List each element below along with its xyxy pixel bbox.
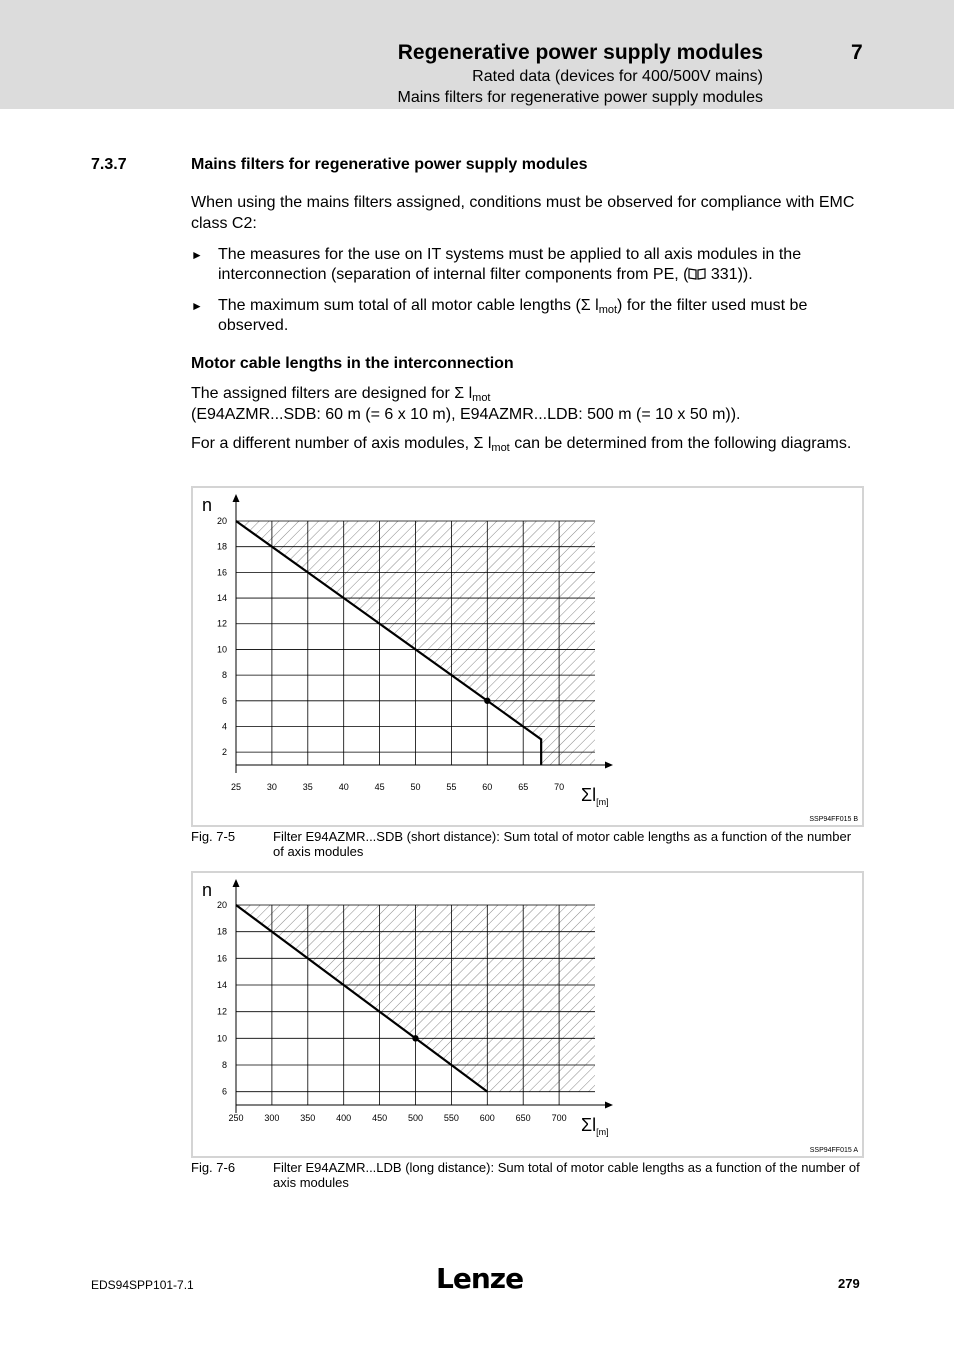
x-tick-label: 30 <box>266 782 277 792</box>
x-tick-label: 300 <box>264 1113 280 1123</box>
marker-point <box>412 1035 418 1041</box>
section-number: 7.3.7 <box>91 156 127 173</box>
x-tick-label: 350 <box>300 1113 316 1123</box>
figure-code: SSP94FF015 A <box>809 1147 858 1154</box>
header-title: Regenerative power supply modules <box>397 41 763 64</box>
section-title: Mains filters for regenerative power supply modules <box>191 156 588 173</box>
x-tick-label: 700 <box>551 1113 567 1123</box>
x-tick-label: 450 <box>372 1113 388 1123</box>
chart-ldb-svg <box>193 873 862 1156</box>
y-tick-label: 6 <box>221 695 227 706</box>
header-subtitle-2: Mains filters for regenerative power supply modules <box>397 89 763 106</box>
axis-subscript: mot <box>491 442 510 454</box>
x-tick-label: 35 <box>302 782 313 792</box>
figure-2-caption: Filter E94AZMR...LDB (long distance): Sum total of motor cable lengths as a function of the number of axis modules <box>273 1160 860 1190</box>
design-text-line2: (E94AZMR...SDB: 60 m (= 6 x 10 m), E94AZMR...LDB: 500 m (= 10 x 50 m)). <box>191 406 741 423</box>
y-tick-label: 10 <box>216 644 227 655</box>
y-tick-label: 14 <box>216 980 227 990</box>
figure-1-number: Fig. 7-5 <box>191 829 236 844</box>
page-number: 279 <box>838 1276 860 1291</box>
y-tick-label: 2 <box>221 747 227 758</box>
page-header <box>0 0 954 109</box>
bullet-arrow-icon: ► <box>191 299 203 313</box>
x-axis-label: $\Sigma l_{[m]}$ <box>581 1115 609 1137</box>
intro-paragraph: When using the mains filters assigned, conditions must be observed for compliance with EMC class C2: <box>191 194 855 232</box>
x-tick-label: 25 <box>230 782 242 792</box>
y-tick-label: 12 <box>216 1006 227 1017</box>
bullet-2-text-end: ) for the filter used must be observed. <box>218 297 808 334</box>
axis-text-end: can be determined from the following diagrams. <box>509 435 852 452</box>
page-reference-link[interactable]: 331)). <box>706 266 753 283</box>
bullet-2-subscript: mot <box>598 304 618 316</box>
bullet-1-text: The measures for the use on IT systems must be applied to all axis modules in the interconnection (separation of internal filter components from PE, ( <box>218 246 802 283</box>
y-tick-label: 20 <box>216 516 227 526</box>
axis-modules-paragraph <box>191 433 863 454</box>
book-reference-icon <box>688 268 706 280</box>
axis-text: For a different number of axis modules, Σ l <box>191 435 492 452</box>
x-tick-label: 50 <box>410 782 421 792</box>
lenze-logo: Lenze <box>436 1262 524 1295</box>
chapter-number: 7 <box>851 41 863 64</box>
y-tick-label: 4 <box>221 721 227 732</box>
document-id: EDS94SPP101-7.1 <box>91 1278 194 1292</box>
y-tick-label: 14 <box>216 593 227 604</box>
y-tick-label: 12 <box>216 618 227 629</box>
y-axis-label: n <box>202 495 213 515</box>
x-axis-arrow-icon <box>605 1102 613 1109</box>
y-tick-label: 8 <box>221 1060 227 1070</box>
y-axis-arrow-icon <box>233 879 240 887</box>
x-tick-label: 45 <box>374 782 385 792</box>
design-paragraph <box>191 383 863 425</box>
x-axis-arrow-icon <box>605 762 613 769</box>
y-tick-label: 10 <box>216 1033 227 1044</box>
design-text: The assigned filters are designed for Σ l <box>191 385 473 402</box>
y-tick-label: 18 <box>216 541 227 552</box>
subsection-title: Motor cable lengths in the interconnection <box>191 355 514 372</box>
y-tick-label: 6 <box>221 1086 227 1097</box>
x-tick-label: 500 <box>407 1113 424 1123</box>
figure-ldb-chart <box>191 871 864 1158</box>
x-tick-label: 60 <box>482 782 493 792</box>
x-tick-label: 70 <box>554 782 565 792</box>
y-tick-label: 16 <box>216 567 227 578</box>
y-tick-label: 8 <box>221 670 227 681</box>
x-axis-label: $\Sigma l_{[m]}$ <box>581 785 609 807</box>
y-tick-label: 16 <box>216 953 227 964</box>
header-subtitle-1: Rated data (devices for 400/500V mains) <box>472 68 763 85</box>
bullet-2-text: The maximum sum total of all motor cable lengths (Σ l <box>218 297 599 314</box>
x-tick-label: 250 <box>228 1113 244 1123</box>
x-tick-label: 40 <box>338 782 349 792</box>
y-tick-label: 18 <box>216 926 227 937</box>
chart-sdb-svg <box>193 488 862 825</box>
y-axis-arrow-icon <box>233 494 240 502</box>
figure-code: SSP94FF015 B <box>809 816 858 823</box>
x-tick-label: 55 <box>446 782 457 792</box>
figure-1-caption: Filter E94AZMR...SDB (short distance): Sum total of motor cable lengths as a function of the number of axis modules <box>273 829 852 859</box>
y-tick-label: 20 <box>216 900 227 910</box>
y-axis-label: n <box>202 880 213 900</box>
x-tick-label: 550 <box>443 1113 459 1123</box>
x-tick-label: 650 <box>515 1113 531 1123</box>
design-subscript: mot <box>472 392 491 404</box>
x-tick-label: 600 <box>479 1113 495 1123</box>
x-tick-label: 400 <box>336 1113 352 1123</box>
figure-2-number: Fig. 7-6 <box>191 1160 236 1175</box>
bullet-arrow-icon: ► <box>191 248 203 262</box>
x-tick-label: 65 <box>518 782 529 792</box>
figure-sdb-chart <box>191 486 864 827</box>
marker-point <box>484 698 490 704</box>
